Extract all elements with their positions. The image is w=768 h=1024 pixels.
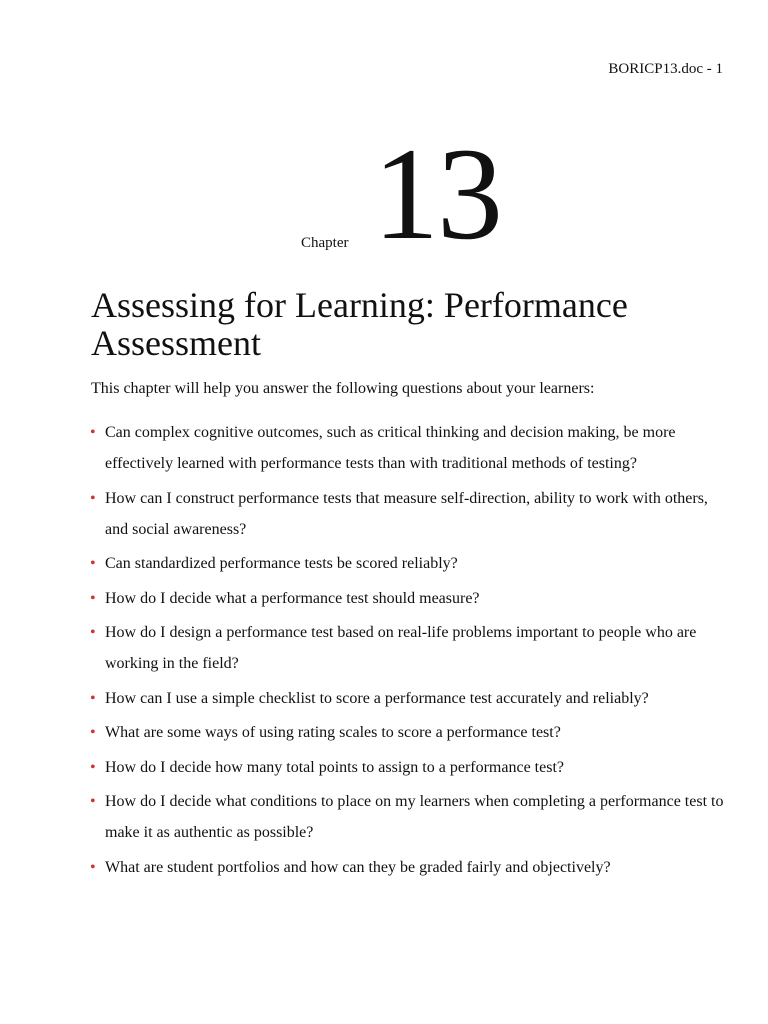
document-reference: BORICP13.doc - 1 — [608, 61, 723, 77]
question-text: Can standardized performance tests be scored reliably? — [105, 555, 458, 572]
question-item — [90, 717, 732, 748]
question-item — [90, 786, 732, 848]
chapter-title: Assessing for Learning: Performance Assessment — [91, 285, 628, 363]
question-text: How can I use a simple checklist to score a performance test accurately and reliably? — [105, 689, 649, 707]
bullet-icon: • — [90, 589, 96, 607]
question-item — [90, 683, 732, 714]
question-item — [90, 752, 732, 783]
question-text: How do I decide how many total points to assign to a performance test? — [105, 758, 564, 776]
question-item — [90, 852, 732, 883]
question-item — [90, 417, 732, 479]
chapter-number: 13 — [373, 120, 501, 267]
question-item — [90, 483, 732, 545]
bullet-icon: • — [90, 724, 96, 741]
question-item — [90, 548, 732, 579]
intro-text: This chapter will help you answer the following questions about your learners: — [91, 380, 595, 397]
question-text: How do I decide what a performance test should measure? — [105, 589, 480, 607]
question-text: How can I construct performance tests that measure self-direction, ability to work with others, and social awareness? — [105, 489, 708, 538]
bullet-icon: • — [90, 624, 96, 641]
question-item — [90, 617, 732, 679]
chapter-label: Chapter — [301, 235, 349, 251]
question-item — [90, 583, 732, 614]
bullet-icon: • — [90, 858, 96, 876]
questions-list — [90, 417, 732, 886]
question-text: What are some ways of using rating scales to score a performance test? — [105, 724, 561, 741]
bullet-icon: • — [90, 555, 96, 572]
question-text: How do I design a performance test based on real-life problems important to people who are working in the field? — [105, 624, 697, 672]
bullet-icon: • — [90, 424, 96, 441]
question-text: How do I decide what conditions to place on my learners when completing a performance test to make it as authentic as possible? — [105, 793, 724, 841]
bullet-icon: • — [90, 793, 96, 810]
bullet-icon: • — [90, 689, 96, 707]
bullet-icon: • — [90, 758, 96, 776]
question-text: Can complex cognitive outcomes, such as critical thinking and decision making, be more effectively learned with performance tests than with traditional methods of testing? — [105, 424, 676, 472]
bullet-icon: • — [90, 489, 96, 507]
question-text: What are student portfolios and how can they be graded fairly and objectively? — [105, 858, 611, 876]
